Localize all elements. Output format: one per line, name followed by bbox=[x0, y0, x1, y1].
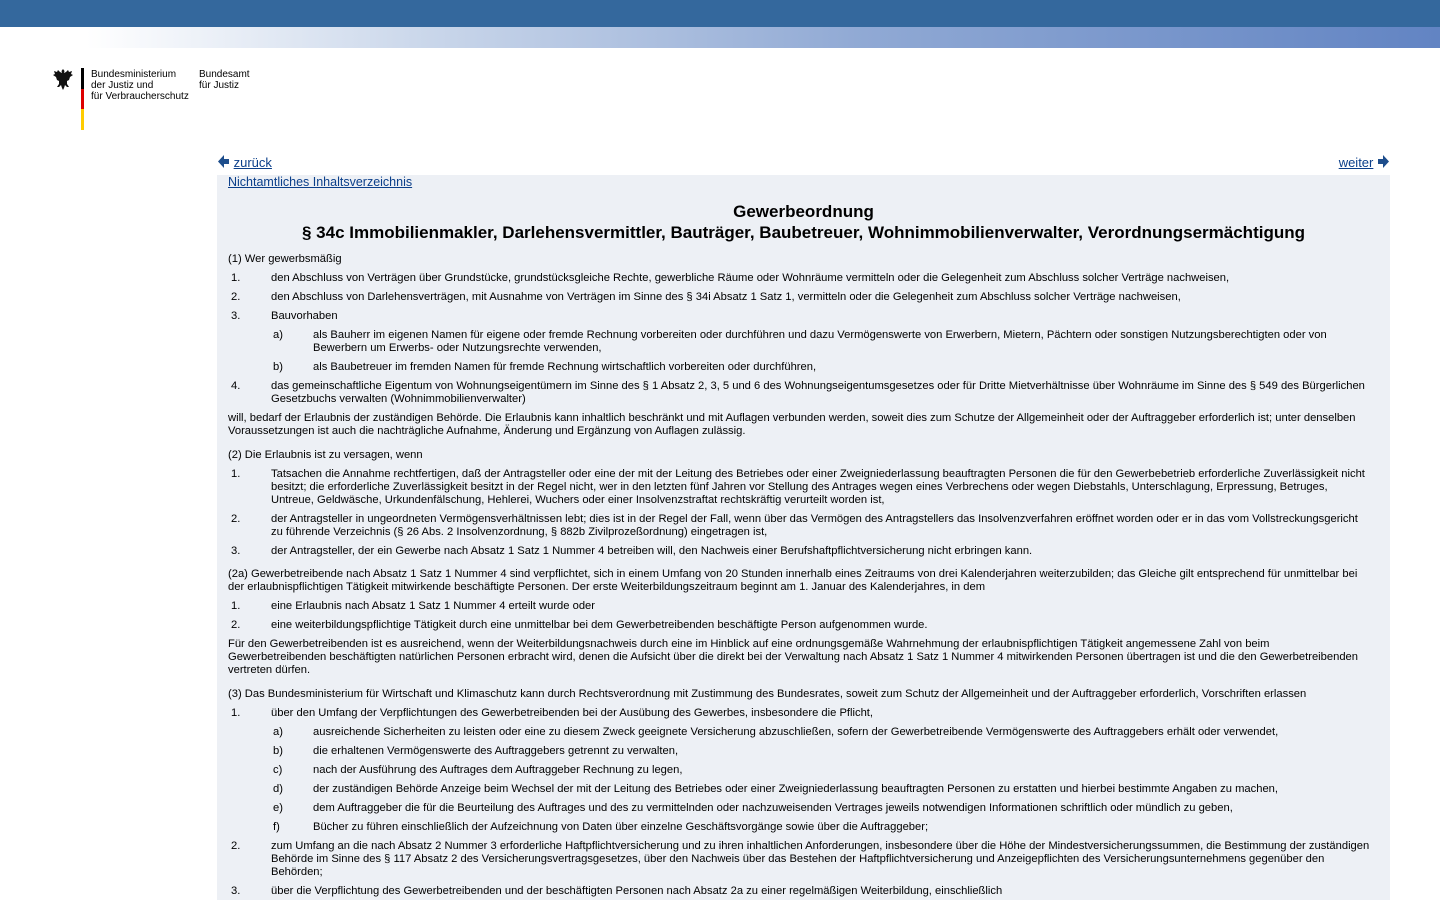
item-text: über den Umfang der Verpflichtungen des Gewerbetreibenden bei der Ausübung des Gewerbes, insbesondere die Pflicht, bbox=[271, 707, 874, 719]
item-number: 2. bbox=[231, 513, 241, 525]
ministry-line: für Verbraucherschutz bbox=[91, 91, 189, 102]
paragraph-text: Für den Gewerbetreibenden ist es ausreichend, wenn der Weiterbildungsnachweis durch eine im Hinblick auf eine ordnungsgemäße Wahrnehmung der erlaubnispflichtigen Tätigkeit angemessene Zahl von beim Gewerbetreibenden beschäftigten natürlichen Personen erbracht wird, denen die Aufsicht über die direkt bei der Verwaltung nach Absatz 1 Satz 1 Nummer 4 mitwirkenden Personen übertragen ist und die den Gewerbetreibenden vertreten dürfen. bbox=[228, 638, 1358, 676]
item-text: Tatsachen die Annahme rechtfertigen, daß der Antragsteller oder eine der mit der Leitung des Betriebes oder einer Zweigniederlassung beauftragten Personen die für den Gewerbebetrieb erforderliche Zuverlässigkeit nicht besitzt; die erforderliche Zuverlässigkeit besitzt in der Regel nicht, wer in den letzten fünf Jahren vor Stellung des Antrages wegen eines Verbrechens oder wegen Diebstahls, Unterschlagung, Erpressung, Betruges, Untreue, Geldwäsche, Urkundenfälschung, Hehlerei, Wuchers oder einer Insolvenzstraftat rechtskräftig verurteilt worden ist, bbox=[271, 468, 1365, 506]
sub-item-text: dem Auftraggeber die für die Beurteilung des Auftrages und des zu vermittelnden oder nachzuweisenden Vertrages jeweils notwendigen Informationen schriftlich oder mündlich zu geben, bbox=[313, 802, 1233, 814]
sub-item-letter: f) bbox=[273, 821, 280, 833]
arrow-right-icon bbox=[1377, 155, 1389, 168]
toc-link[interactable]: Nichtamtliches Inhaltsverzeichnis bbox=[228, 175, 413, 189]
item-number: 1. bbox=[231, 600, 241, 612]
item-number: 3. bbox=[231, 545, 241, 557]
item-number: 1. bbox=[231, 468, 241, 480]
sub-item-letter: d) bbox=[273, 783, 283, 795]
german-flag-stripe bbox=[81, 68, 84, 130]
sub-item-text: Bücher zu führen einschließlich der Aufzeichnung von Daten über einzelne Geschäftsvorgänge sowie über die Auftraggeber; bbox=[313, 821, 929, 833]
sub-item-letter: b) bbox=[273, 745, 283, 757]
ministry-name bbox=[91, 69, 201, 102]
top-banner bbox=[0, 0, 1440, 27]
sub-item-text: als Baubetreuer im fremden Namen für fremde Rechnung wirtschaftlich vorbereiten oder durchführen, bbox=[313, 361, 817, 373]
sub-item-letter: a) bbox=[273, 726, 283, 738]
gradient-banner bbox=[0, 27, 1440, 48]
toc-link-wrapper[interactable] bbox=[228, 175, 412, 189]
paragraph-intro: (2) Die Erlaubnis ist zu versagen, wenn bbox=[228, 449, 423, 461]
sub-item-text: ausreichende Sicherheiten zu leisten oder eine zu diesem Zweck geeignete Versicherung abzuschließen, sofern der Gewerbetreibende Vermögenswerte des Auftraggebers erhält oder verwendet, bbox=[313, 726, 1279, 738]
federal-eagle-icon bbox=[52, 68, 74, 92]
item-text: das gemeinschaftliche Eigentum von Wohnungseigentümern im Sinne des § 1 Absatz 2, 3, 5 und 6 des Wohnungseigentumsgesetzes oder für Dritte Mietverhältnisse über Wohnräume im Sinne des § 549 des Bürgerlichen Gesetzbuchs verwalten (Wohnimmobilienverwalter) bbox=[271, 380, 1365, 405]
back-link[interactable]: zurück bbox=[233, 155, 272, 170]
item-number: 3. bbox=[231, 310, 241, 322]
ministry-line: Bundesministerium bbox=[91, 69, 177, 80]
office-line: für Justiz bbox=[199, 80, 240, 91]
sub-item-text: nach der Ausführung des Auftrages dem Auftraggeber Rechnung zu legen, bbox=[313, 764, 683, 776]
office-line: Bundesamt bbox=[199, 69, 250, 80]
sub-item-text: der zuständigen Behörde Anzeige beim Wechsel der mit der Leitung des Betriebes oder einer Zweigniederlassung beauftragten Personen zu erstatten und hierbei bestimmte Angaben zu machen, bbox=[313, 783, 1278, 795]
office-name bbox=[199, 69, 269, 91]
forward-link[interactable]: weiter bbox=[1338, 155, 1374, 170]
item-text: eine weiterbildungspflichtige Tätigkeit durch eine unmittelbar bei dem Gewerbetreibenden beschäftigte Person aufgenommen wurde. bbox=[271, 619, 928, 631]
item-number: 4. bbox=[231, 380, 241, 392]
sub-item-letter: a) bbox=[273, 329, 283, 341]
sub-item-letter: c) bbox=[273, 764, 283, 776]
paragraph-intro: (1) Wer gewerbsmäßig bbox=[228, 253, 342, 265]
paragraph-intro: (2a) Gewerbetreibende nach Absatz 1 Satz 1 Nummer 4 sind verpflichtet, sich in einem Umfang von 20 Stunden innerhalb eines Zeitraums von drei Kalenderjahren weiterzubilden; das Gleiche gilt entsprechend für unmittelbar bei der erlaubnispflichtigen Tätigkeit mitwirkende beschäftigte Personen. Der erste Weiterbildungszeitraum beginnt am 1. Januar des Kalenderjahres, in dem bbox=[228, 568, 1358, 593]
item-text: Bauvorhaben bbox=[271, 310, 338, 322]
item-number: 1. bbox=[231, 272, 241, 284]
item-text: den Abschluss von Darlehensverträgen, mit Ausnahme von Verträgen im Sinne des § 34i Absatz 1 Satz 1, vermitteln oder die Gelegenheit zum Abschluss solcher Verträge nachweisen, bbox=[271, 291, 1181, 303]
ministry-logo bbox=[52, 66, 282, 132]
sub-item-text: als Bauherr im eigenen Namen für eigene oder fremde Rechnung vorbereiten oder durchführen und dazu Vermögenswerte von Erwerbern, Mietern, Pächtern oder sonstigen Nutzungsberechtigten oder von Bewerbern um Erwerbs- oder Nutzungsrechte verwenden, bbox=[313, 329, 1327, 354]
item-text: zum Umfang an die nach Absatz 2 Nummer 3 erforderliche Haftpflichtversicherung und zu ihren inhaltlichen Anforderungen, insbesondere über die Höhe der Mindestversicherungssummen, die Bestimmung der zuständigen Behörde im Sinne des § 117 Absatz 2 des Versicherungsvertragsgesetzes, über den Nachweis über das Bestehen der Haftpflichtversicherung und Anzeigepflichten des Versicherungsunternehmens gegenüber den Behörden; bbox=[271, 840, 1370, 878]
item-text: eine Erlaubnis nach Absatz 1 Satz 1 Nummer 4 erteilt wurde oder bbox=[271, 600, 595, 612]
sub-item-text: die erhaltenen Vermögenswerte des Auftraggebers getrennt zu verwalten, bbox=[313, 745, 679, 757]
item-text: der Antragsteller, der ein Gewerbe nach Absatz 1 Satz 1 Nummer 4 betreiben will, den Nachweis einer Berufshaftpflichtversicherung nicht erbringen kann. bbox=[271, 545, 1033, 557]
item-number: 2. bbox=[231, 619, 241, 631]
section-title: § 34c Immobilienmakler, Darlehensvermittler, Bauträger, Baubetreuer, Wohnimmobilienverwalter, Verordnungsermächtigung bbox=[301, 223, 1305, 242]
sub-item-letter: b) bbox=[273, 361, 283, 373]
item-text: den Abschluss von Verträgen über Grundstücke, grundstücksgleiche Rechte, gewerbliche Räume oder Wohnräume vermitteln oder die Gelegenheit zum Abschluss solcher Verträge nachweisen, bbox=[271, 272, 1230, 284]
law-title: Gewerbeordnung bbox=[733, 202, 874, 221]
item-number: 1. bbox=[231, 707, 241, 719]
sub-item-letter: e) bbox=[273, 802, 283, 814]
item-number: 2. bbox=[231, 840, 241, 852]
item-text: über die Verpflichtung des Gewerbetreibenden und der beschäftigten Personen nach Absatz 2a zu einer regelmäßigen Weiterbildung, einschließlich bbox=[271, 885, 1003, 897]
nav-back[interactable] bbox=[218, 155, 272, 170]
item-number: 2. bbox=[231, 291, 241, 303]
item-number: 3. bbox=[231, 885, 241, 897]
nav-forward[interactable] bbox=[1339, 155, 1389, 170]
law-content bbox=[217, 175, 1390, 900]
paragraph-intro: (3) Das Bundesministerium für Wirtschaft und Klimaschutz kann durch Rechtsverordnung mit Zustimmung des Bundesrates, soweit zum Schutz der Allgemeinheit und der Auftraggeber erforderlich, Vorschriften erlassen bbox=[228, 688, 1307, 700]
arrow-left-icon bbox=[218, 155, 230, 168]
paragraph-text: will, bedarf der Erlaubnis der zuständigen Behörde. Die Erlaubnis kann inhaltlich beschränkt und mit Auflagen verbunden werden, soweit dies zum Schutze der Allgemeinheit oder der Auftraggeber erforderlich ist; unter denselben Voraussetzungen ist auch die nachträgliche Aufnahme, Änderung und Ergänzung von Auflagen zulässig. bbox=[228, 412, 1356, 437]
ministry-line: der Justiz und bbox=[91, 80, 154, 91]
item-text: der Antragsteller in ungeordneten Vermögensverhältnissen lebt; dies ist in der Regel der Fall, wenn über das Vermögen des Antragstellers das Insolvenzverfahren eröffnet worden oder er in das vom Vollstreckungsgericht zu führende Verzeichnis (§ 26 Abs. 2 Insolvenzordnung, § 882b Zivilprozeßordnung) eingetragen ist, bbox=[271, 513, 1358, 538]
